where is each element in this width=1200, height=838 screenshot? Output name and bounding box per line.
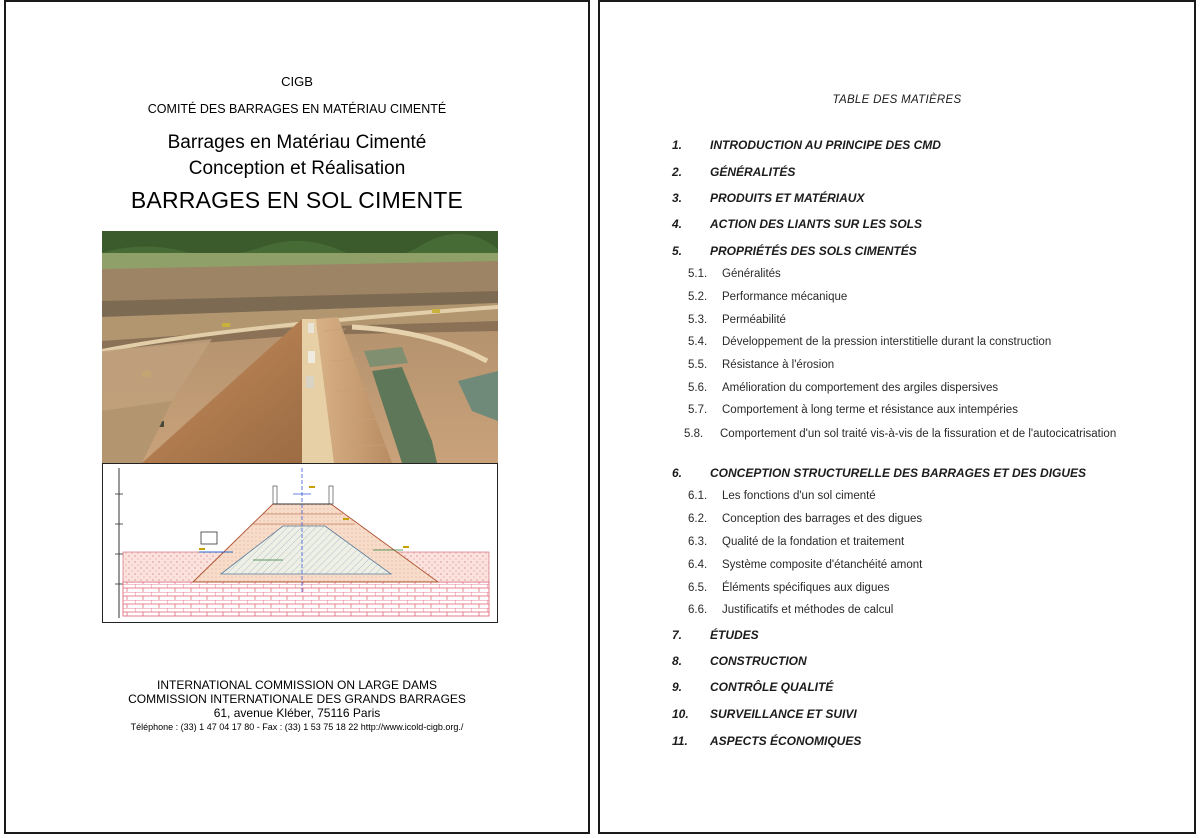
document-title-line2: Conception et Réalisation	[188, 158, 406, 179]
toc-entry	[672, 734, 861, 748]
toc-entry-number: 5.4.	[688, 336, 708, 348]
toc-entry	[684, 427, 1128, 442]
toc-entry-label: ÉTUDES	[710, 628, 759, 642]
toc-entry-number: 5.8.	[684, 428, 704, 440]
toc-entry-number: 5.	[672, 244, 683, 258]
toc-entry-number: 6.5.	[688, 582, 708, 594]
toc-entry-label: GÉNÉRALITÉS	[710, 165, 796, 179]
toc-entry-number: 6.	[672, 466, 683, 480]
toc-entry-label: Perméabilité	[722, 314, 786, 326]
toc-entry-number: 3.	[672, 191, 683, 205]
toc-entry-number: 2.	[672, 165, 683, 179]
toc-entry-number: 4.	[672, 217, 683, 231]
toc-entry-label: Comportement d'un sol traité vis-à-vis de la fissuration et de l'autocicatrisation	[720, 428, 1117, 440]
toc-entry-number: 7.	[672, 628, 683, 642]
dam-construction-photo	[102, 231, 498, 463]
toc-entry-label: Conception des barrages et des digues	[722, 513, 923, 525]
toc-entry-label: CONTRÔLE QUALITÉ	[710, 680, 834, 694]
toc-entry-number: 11.	[672, 734, 688, 748]
toc-entry	[688, 268, 781, 280]
toc-entry	[688, 513, 922, 525]
organization-acronym: CIGB	[281, 74, 313, 89]
footer-contact: Téléphone : (33) 1 47 04 17 80 - Fax : (33) 1 53 75 18 22 http://www.icold-cigb.org./	[130, 722, 464, 732]
toc-entry	[688, 359, 834, 371]
toc-entry-label: Amélioration du comportement des argiles dispersives	[722, 382, 999, 394]
toc-entry-number: 10.	[672, 707, 689, 721]
toc-entry	[688, 582, 890, 594]
toc-entry-number: 5.7.	[688, 404, 708, 416]
toc-entry	[688, 291, 847, 303]
dam-cross-section-drawing	[102, 463, 498, 623]
toc-entry-number: 9.	[672, 680, 683, 694]
toc-entry-number: 6.2.	[688, 513, 708, 525]
toc-entry	[688, 336, 1051, 348]
toc-entry-number: 1.	[672, 138, 683, 152]
toc-entry	[688, 604, 893, 616]
toc-entry-number: 6.6.	[688, 604, 708, 616]
toc-entry-number: 5.6.	[688, 382, 708, 394]
table-of-contents-page	[598, 0, 1196, 834]
toc-entry-label: Les fonctions d'un sol cimenté	[722, 490, 876, 502]
toc-entry-label: Performance mécanique	[722, 291, 848, 303]
cover-footer	[6, 678, 588, 734]
dam-construction-photo-image	[102, 231, 498, 463]
toc-entry	[688, 382, 998, 394]
toc-entry	[672, 680, 833, 694]
toc-entry	[672, 244, 917, 258]
toc-entry	[672, 138, 941, 152]
toc-entry	[688, 314, 786, 326]
toc-entry-label: CONCEPTION STRUCTURELLE DES BARRAGES ET DES DIGUES	[710, 466, 1087, 480]
toc-entry-label: PRODUITS ET MATÉRIAUX	[710, 191, 865, 205]
toc-entry-label: Système composite d'étanchéité amont	[722, 559, 923, 571]
toc-entry-label: Justificatifs et méthodes de calcul	[722, 604, 894, 616]
document-main-title: BARRAGES EN SOL CIMENTE	[130, 187, 464, 213]
toc-entry	[688, 404, 1018, 416]
toc-entry	[672, 654, 807, 668]
toc-entry	[672, 165, 795, 179]
toc-entry-number: 5.5.	[688, 359, 708, 371]
cross-section-illustration	[103, 464, 497, 622]
toc-entry-label: ASPECTS ÉCONOMIQUES	[710, 734, 862, 748]
toc-entry-label: PROPRIÉTÉS DES SOLS CIMENTÉS	[710, 244, 917, 258]
footer-english-name: INTERNATIONAL COMMISSION ON LARGE DAMS	[156, 678, 438, 692]
toc-entry	[672, 217, 922, 231]
toc-entry	[672, 628, 759, 642]
toc-entry	[688, 536, 904, 548]
toc-entry-label: ACTION DES LIANTS SUR LES SOLS	[710, 217, 923, 231]
toc-entry-label: Comportement à long terme et résistance aux intempéries	[722, 404, 1018, 416]
toc-entry-label: INTRODUCTION AU PRINCIPE DES CMD	[710, 138, 941, 152]
toc-entry	[672, 191, 864, 205]
toc-entry-label: SURVEILLANCE ET SUIVI	[710, 707, 857, 721]
toc-entry-number: 8.	[672, 654, 683, 668]
toc-entry-label: Qualité de la fondation et traitement	[722, 536, 905, 548]
cover-page	[4, 0, 590, 834]
toc-entry	[688, 490, 876, 502]
toc-entry-label: CONSTRUCTION	[710, 654, 807, 668]
toc-entry-label: Éléments spécifiques aux digues	[722, 582, 890, 594]
toc-entry-number: 5.3.	[688, 314, 708, 326]
toc-entry-number: 6.1.	[688, 490, 708, 502]
committee-name: COMITÉ DES BARRAGES EN MATÉRIAU CIMENTÉ	[147, 102, 447, 116]
footer-french-name: COMMISSION INTERNATIONALE DES GRANDS BARRAGES	[128, 692, 466, 706]
toc-entry-label: Résistance à l'érosion	[722, 359, 835, 371]
toc-entry-label: Généralités	[722, 268, 781, 280]
toc-heading: TABLE DES MATIÈRES	[832, 94, 962, 106]
toc-entry-number: 5.2.	[688, 291, 708, 303]
toc-entry-number: 6.4.	[688, 559, 708, 571]
toc-entry	[672, 707, 857, 721]
toc-entry	[672, 466, 1086, 480]
document-title-line1: Barrages en Matériau Cimenté	[167, 132, 427, 153]
toc-entry-number: 6.3.	[688, 536, 708, 548]
footer-address: 61, avenue Kléber, 75116 Paris	[213, 706, 381, 720]
toc-entry-label: Développement de la pression interstitielle durant la construction	[722, 336, 1052, 348]
toc-entry	[688, 559, 922, 571]
toc-entry-number: 5.1.	[688, 268, 708, 280]
